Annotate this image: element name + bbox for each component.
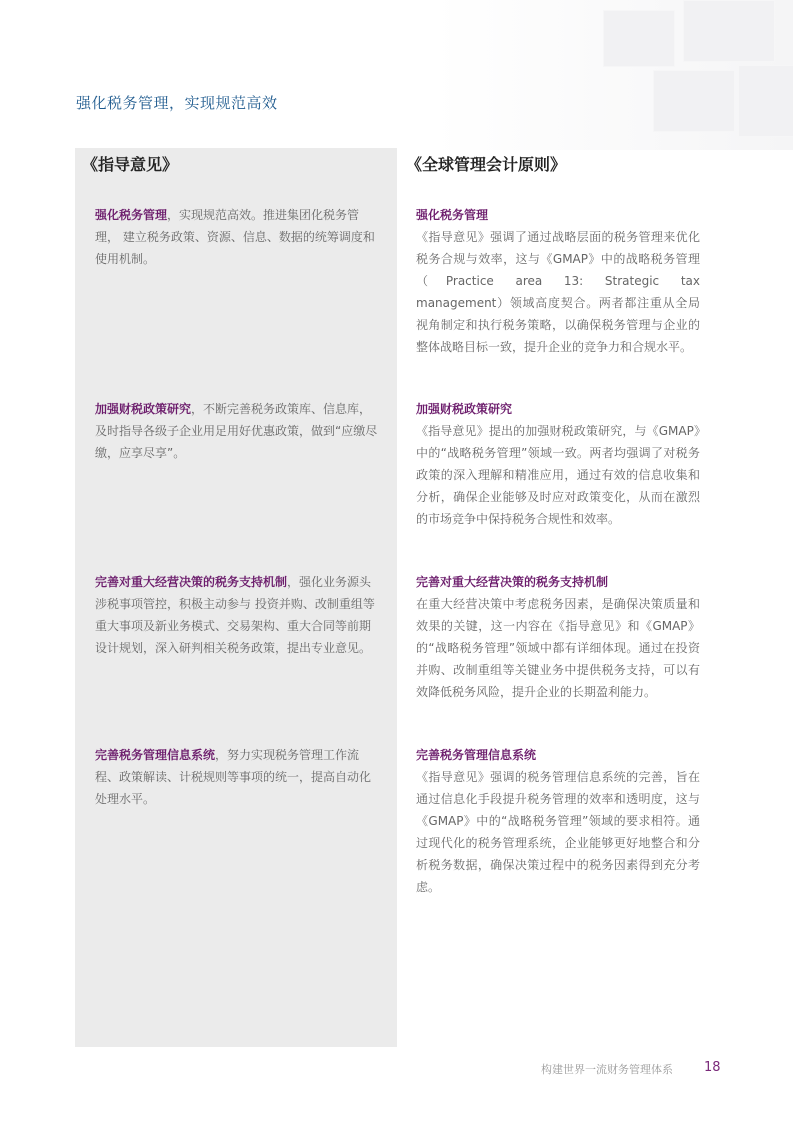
right-item-title: 强化税务管理 (416, 208, 489, 222)
left-column-heading: 《指导意见》 (82, 155, 179, 174)
left-item (95, 204, 380, 270)
left-item (95, 398, 380, 464)
right-item-text: 《指导意见》强调的税务管理信息系统的完善，旨在通过信息化手段提升税务管理的效率和透明度，这与《GMAP》中的“战略税务管理”领域的要求相符。通过现代化的税务管理系统，企业能够更好地整合和分析税务数据，确保决策过程中的税务因素得到充分考虑。 (416, 770, 700, 894)
right-item (416, 571, 700, 703)
right-item-text: 《指导意见》强调了通过战略层面的税务管理来优化税务合规与效率，这与《GMAP》中的战略税务管理（Practice area 13: Strategic tax management）领域高度契合。两者都注重从全局视角制定和执行税务策略，以确保税务管理与企业的整体战略目标一致，提升企业的竞争力和合规水平。 (416, 230, 700, 354)
left-item-text: ，实现规范高效。推进集团化税务管理， 建立税务政策、资源、信息、数据的统筹调度和使用机制。 (95, 208, 375, 266)
left-item-lead: 加强财税政策研究 (95, 402, 192, 416)
left-item-text: ，努力实现税务管理工作流程、政策解读、计税规则等事项的统一，提高自动化处理水平。 (95, 748, 372, 806)
right-item (416, 204, 700, 358)
decorative-cube (683, 0, 775, 62)
right-item-text: 《指导意见》提出的加强财税政策研究，与《GMAP》中的“战略税务管理”领域一致。两者均强调了对税务政策的深入理解和精准应用，通过有效的信息收集和分析，确保企业能够及时应对政策变化，从而在激烈的市场竞争中保持税务合规性和效率。 (416, 424, 700, 526)
footer-title: 构建世界一流财务管理体系 (541, 1063, 673, 1076)
left-item (95, 571, 380, 659)
right-item-title: 完善对重大经营决策的税务支持机制 (416, 575, 609, 589)
section-title: 强化税务管理，实现规范高效 (76, 94, 278, 112)
left-item-lead: 完善税务管理信息系统 (95, 748, 216, 762)
left-item-lead: 完善对重大经营决策的税务支持机制 (95, 575, 288, 589)
right-item-text: 在重大经营决策中考虑税务因素，是确保决策质量和效果的关键，这一内容在《指导意见》和《GMAP》的“战略税务管理”领域中都有详细体现。通过在投资并购、改制重组等关键业务中提供税务支持，可以有效降低税务风险，提升企业的长期盈利能力。 (416, 597, 700, 699)
page-number: 18 (704, 1060, 721, 1075)
decorative-cube (653, 70, 735, 132)
right-item (416, 744, 700, 898)
decorative-cube (603, 10, 675, 67)
right-item-title: 完善税务管理信息系统 (416, 748, 537, 762)
decorative-cube (738, 65, 793, 137)
left-item-lead: 强化税务管理 (95, 208, 168, 222)
right-item-title: 加强财税政策研究 (416, 402, 513, 416)
right-column-heading: 《全球管理会计原则》 (406, 155, 567, 174)
left-item-text: ，强化业务源头涉税事项管控，积极主动参与 投资并购、改制重组等重大事项及新业务模式、交易架构、重大合同等前期设计规划，深入研判相关税务政策，提出专业意见。 (95, 575, 375, 655)
right-item (416, 398, 700, 530)
left-item-text: ，不断完善税务政策库、信息库，及时指导各级子企业用足用好优惠政策，做到“应缴尽缴，应享尽享”。 (95, 402, 378, 460)
decorative-cube-background (433, 0, 793, 150)
left-item (95, 744, 380, 810)
